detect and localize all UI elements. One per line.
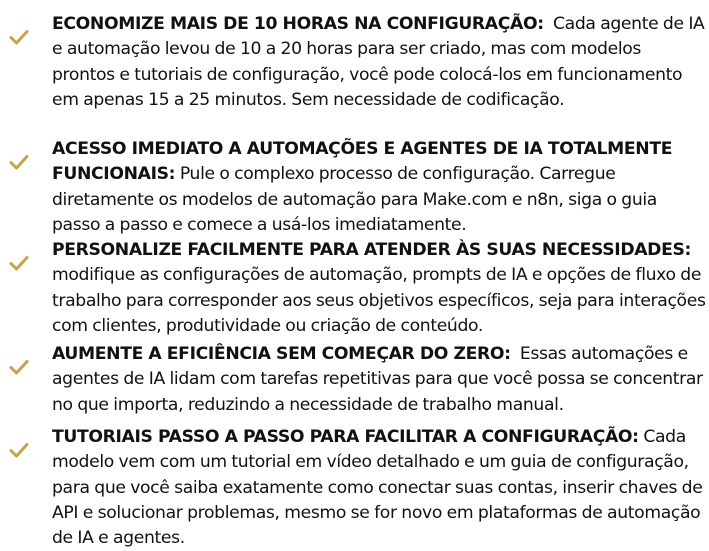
benefit-heading: TUTORIAIS PASSO A PASSO PARA FACILITAR A CONFIGURAÇÃO: (52, 427, 639, 447)
check-icon (8, 358, 30, 376)
benefit-text (52, 12, 706, 113)
check-icon (8, 28, 30, 46)
benefit-body: Pule o complexo processo de configuração. Carregue diretamente os modelos de automação para Make.com e n8n, siga o guia passo a passo e comece a usá-los imediatamente. (52, 164, 657, 235)
benefit-body: Cada agente de IA e automação levou de 10 a 20 horas para ser criado, mas com modelos prontos e tutoriais de configuração, você pode colocá-los em funcionamento em apenas 15 a 25 minutos. Sem necessidade de codificação. (52, 14, 705, 110)
benefit-heading: AUMENTE A EFICIÊNCIA SEM COMEÇAR DO ZERO: (52, 344, 511, 364)
check-icon (8, 254, 30, 272)
benefit-heading: ECONOMIZE MAIS DE 10 HORAS NA CONFIGURAÇÃO: (52, 14, 544, 34)
check-icon (8, 441, 30, 459)
benefit-body: Essas automações e agentes de IA lidam com tarefas repetitivas para que você possa se concentrar no que importa, reduzindo a necessidade de trabalho manual. (52, 344, 703, 415)
benefit-heading: ACESSO IMEDIATO A AUTOMAÇÕES E AGENTES DE IA TOTALMENTE FUNCIONAIS: (52, 139, 673, 185)
benefit-text (52, 137, 706, 238)
check-icon (8, 153, 30, 171)
benefit-body: modifique as configurações de automação, prompts de IA e opções de fluxo de trabalho para corresponder aos seus objetivos específicos, seja para interações com clientes, produtividade ou criação de conteúdo. (52, 265, 706, 336)
benefit-text (52, 238, 706, 339)
benefit-text (52, 425, 706, 551)
benefit-heading: PERSONALIZE FACILMENTE PARA ATENDER ÀS SUAS NECESSIDADES: (52, 240, 692, 260)
benefit-text (52, 342, 706, 418)
benefit-body: Cada modelo vem com um tutorial em vídeo detalhado e um guia de configuração, para que você saiba exatamente como conectar suas contas, inserir chaves de API e solucionar problemas, mesmo se for novo em plataformas de automação de IA e agentes. (52, 427, 703, 549)
